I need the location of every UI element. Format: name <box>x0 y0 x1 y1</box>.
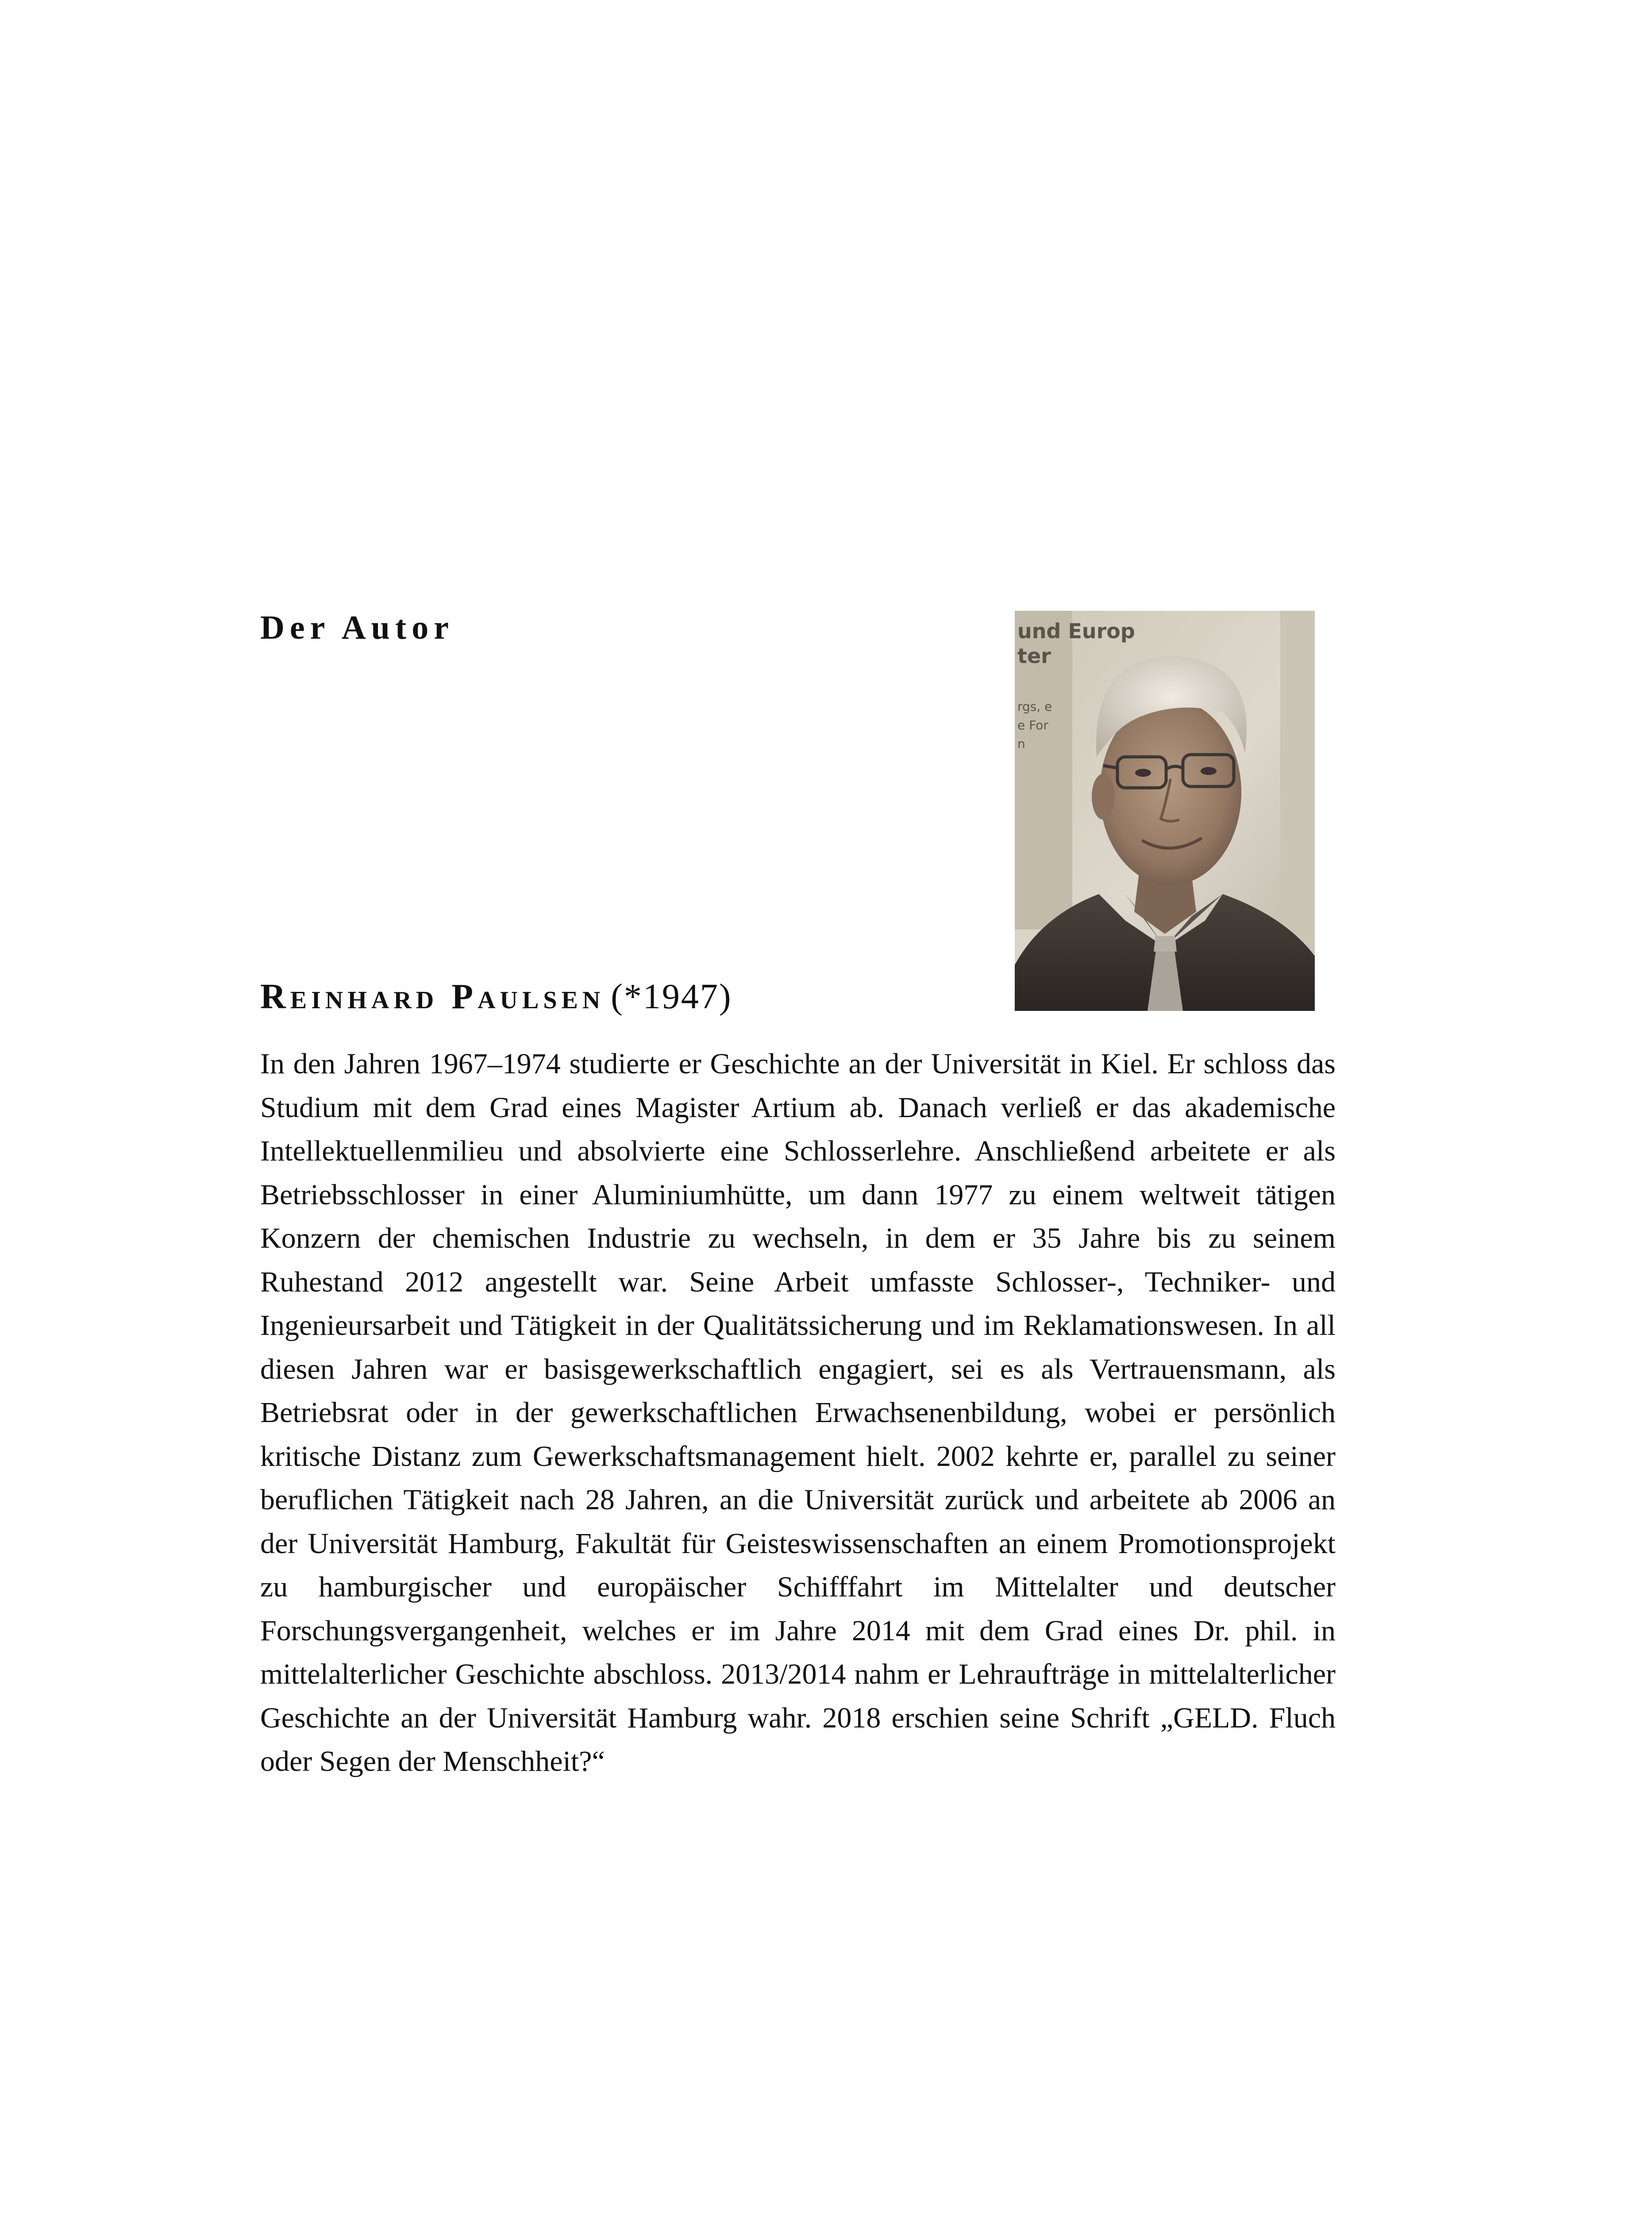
author-heading <box>260 979 732 1014</box>
svg-text:n: n <box>1017 736 1025 751</box>
svg-text:e For: e For <box>1017 718 1048 733</box>
svg-text:und Europ: und Europ <box>1017 619 1135 643</box>
author-birth-year: (*1947) <box>611 977 732 1016</box>
author-name: Reinhard Paulsen <box>260 977 605 1016</box>
svg-text:rgs, e: rgs, e <box>1017 699 1052 714</box>
author-photo <box>1015 611 1315 1011</box>
author-portrait-image <box>1015 611 1315 1011</box>
left-ear <box>1092 774 1115 820</box>
section-title: Der Autor <box>260 609 454 646</box>
svg-text:ter: ter <box>1017 644 1051 668</box>
author-biography: In den Jahren 1967–1974 studierte er Geschichte an der Universität in Kiel. Er schloss das Studium mit dem Grad eines Magister Artium ab. Danach verließ er das akademische Intellektuellenmilieu und absolvierte eine Schlosserlehre. Anschließend arbeitete er als Betriebsschlosser in einer Aluminiumhütte, um dann 1977 zu einem weltweit tätigen Konzern der chemischen Industrie zu wechseln, in dem er 35 Jahre bis zu seinem Ruhestand 2012 angestellt war. Seine Arbeit umfasste Schlosser-, Techniker- und Ingenieursarbeit und Tätigkeit in der Qualitätssicherung und im Reklamationswesen. In all diesen Jahren war er basisgewerkschaftlich engagiert, sei es als Vertrauensmann, als Betriebsrat oder in der gewerkschaftlichen Erwachsenenbildung, wobei er persönlich kritische Distanz zum Gewerkschaftsmanagement hielt. 2002 kehrte er, parallel zu seiner beruflichen Tätigkeit nach 28 Jahren, an die Universität zurück und arbeitete ab 2006 an der Universität Hamburg, Fakultät für Geisteswissenschaften an einem Promotionsprojekt zu hamburgischer und europäischer Schifffahrt im Mittelalter und deutscher Forschungsvergangenheit, welches er im Jahre 2014 mit dem Grad eines Dr. phil. in mittelalterlicher Geschichte abschloss. 2013/2014 nahm er Lehraufträge in mittelalterlicher Geschichte an der Universität Hamburg wahr. 2018 erschien seine Schrift „GELD. Fluch oder Segen der Menschheit?“ <box>260 1048 1336 1777</box>
